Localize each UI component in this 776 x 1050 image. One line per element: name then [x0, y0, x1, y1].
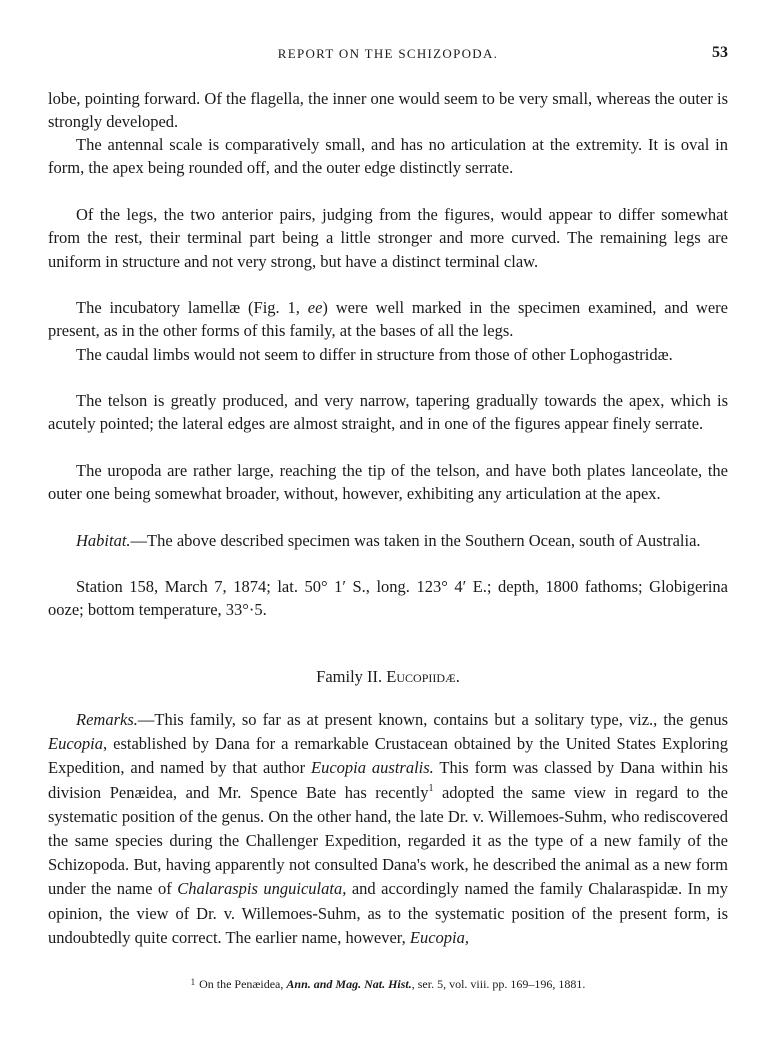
genus-name: Eucopia: [48, 734, 103, 754]
heading-prefix: Family II.: [316, 667, 387, 686]
text-run: adopted the same view in regard to the systematic position of the genus. On the other hand, the late Dr. v. Willemoes-Suhm, who rediscovered the same species during the Challenger Expedition, regarded it as the type of a new family of the Schizopoda. But, having apparently not consulted Dana's work, he described the animal as a new form under the name of: [48, 782, 728, 899]
text-run: On the Penæidea,: [199, 977, 287, 991]
paragraph-text: The antennal scale is comparatively small, and has no articulation at the extremity. It is oval in form, the apex being rounded off, and the outer edge distinctly serrate.: [48, 135, 728, 178]
text-run: The incubatory lamellæ (Fig. 1,: [76, 298, 308, 317]
page-number: 53: [712, 44, 728, 61]
family-name: Eucopiidæ.: [386, 667, 460, 686]
section-heading: [48, 666, 728, 688]
paragraph-incubatory-lamellae: [48, 296, 728, 343]
habitat-label: Habitat.: [76, 531, 131, 550]
paragraph-text: Station 158, March 7, 1874; lat. 50° 1′ S., long. 123° 4′ E.; depth, 1800 fathoms; Globigerina ooze; bottom temperature, 33°·5.: [48, 577, 728, 620]
species-name: Eucopia australis.: [311, 758, 434, 778]
text-run: and accordingly named the family Chalaraspidæ. In my opinion, the view of Dr. v. Willemoes-Suhm, as to the systematic position of the present form, is undoubtedly quite correct. The earlier name, however,: [48, 879, 729, 947]
footnote-reference: 1: [428, 782, 434, 794]
paragraph-uropoda: [48, 459, 728, 506]
text-run: —This family, so far as at present known, contains but a solitary type, viz., the genus: [137, 710, 728, 729]
remarks-label: Remarks.: [76, 710, 138, 729]
footnote: [48, 974, 728, 992]
paragraph-flagella: [48, 87, 728, 134]
text-run: This form was classed by Dana within his division Penæidea, and Mr. Spence Bate has recently: [48, 758, 729, 802]
paragraph-station: [48, 575, 728, 622]
running-title: REPORT ON THE SCHIZOPODA.: [277, 46, 499, 61]
paragraph-text: lobe, pointing forward. Of the flagella, the inner one would seem to be very small, whereas the outer is strongly developed.: [48, 89, 728, 132]
figure-ref-italic: ee: [307, 298, 323, 317]
text-run: , established by Dana for a remarkable Crustacean obtained by the United States Exploring Expedition, and named by that author: [48, 734, 728, 778]
paragraph-caudal-limbs: [48, 343, 728, 366]
running-header: [48, 46, 728, 66]
paragraph-text: [48, 708, 728, 950]
paragraph-telson: [48, 389, 728, 436]
text-run: —The above described specimen was taken in the Southern Ocean, south of Australia.: [130, 531, 701, 550]
text-run: , ser. 5, vol. viii. pp. 169–196, 1881.: [411, 977, 586, 991]
paragraph-text: [48, 296, 728, 343]
footnote-mark: 1: [190, 977, 196, 987]
text-run: ) were well marked in the specimen examined, and were present, as in the other forms of this family, at the bases of all the legs.: [48, 298, 728, 341]
paragraph-text: Of the legs, the two anterior pairs, judging from the figures, would appear to differ somewhat from the rest, their terminal part being a little stronger and more curved. The remaining legs are uniform in structure and not very strong, but have a distinct terminal claw.: [48, 205, 728, 271]
paragraph-antennal-scale: [48, 133, 728, 180]
paragraph-legs: [48, 203, 728, 273]
species-name: Chalaraspis unguiculata,: [177, 879, 347, 899]
paragraph-text: The uropoda are rather large, reaching the tip of the telson, and have both plates lanceolate, the outer one being somewhat broader, without, however, exhibiting any articulation at the apex.: [48, 461, 728, 504]
paragraph-text: The telson is greatly produced, and very narrow, tapering gradually towards the apex, which is acutely pointed; the lateral edges are almost straight, and in one of the figures appear finely serrate.: [48, 391, 728, 434]
genus-name: Eucopia,: [409, 927, 470, 947]
paragraph-text: The caudal limbs would not seem to differ in structure from those of other Lophogastridæ.: [76, 345, 673, 364]
paragraph-habitat: [48, 529, 728, 552]
journal-title: Ann. and Mag. Nat. Hist.: [286, 977, 412, 991]
paragraph-text: [48, 529, 728, 552]
paragraph-remarks: [48, 708, 728, 950]
